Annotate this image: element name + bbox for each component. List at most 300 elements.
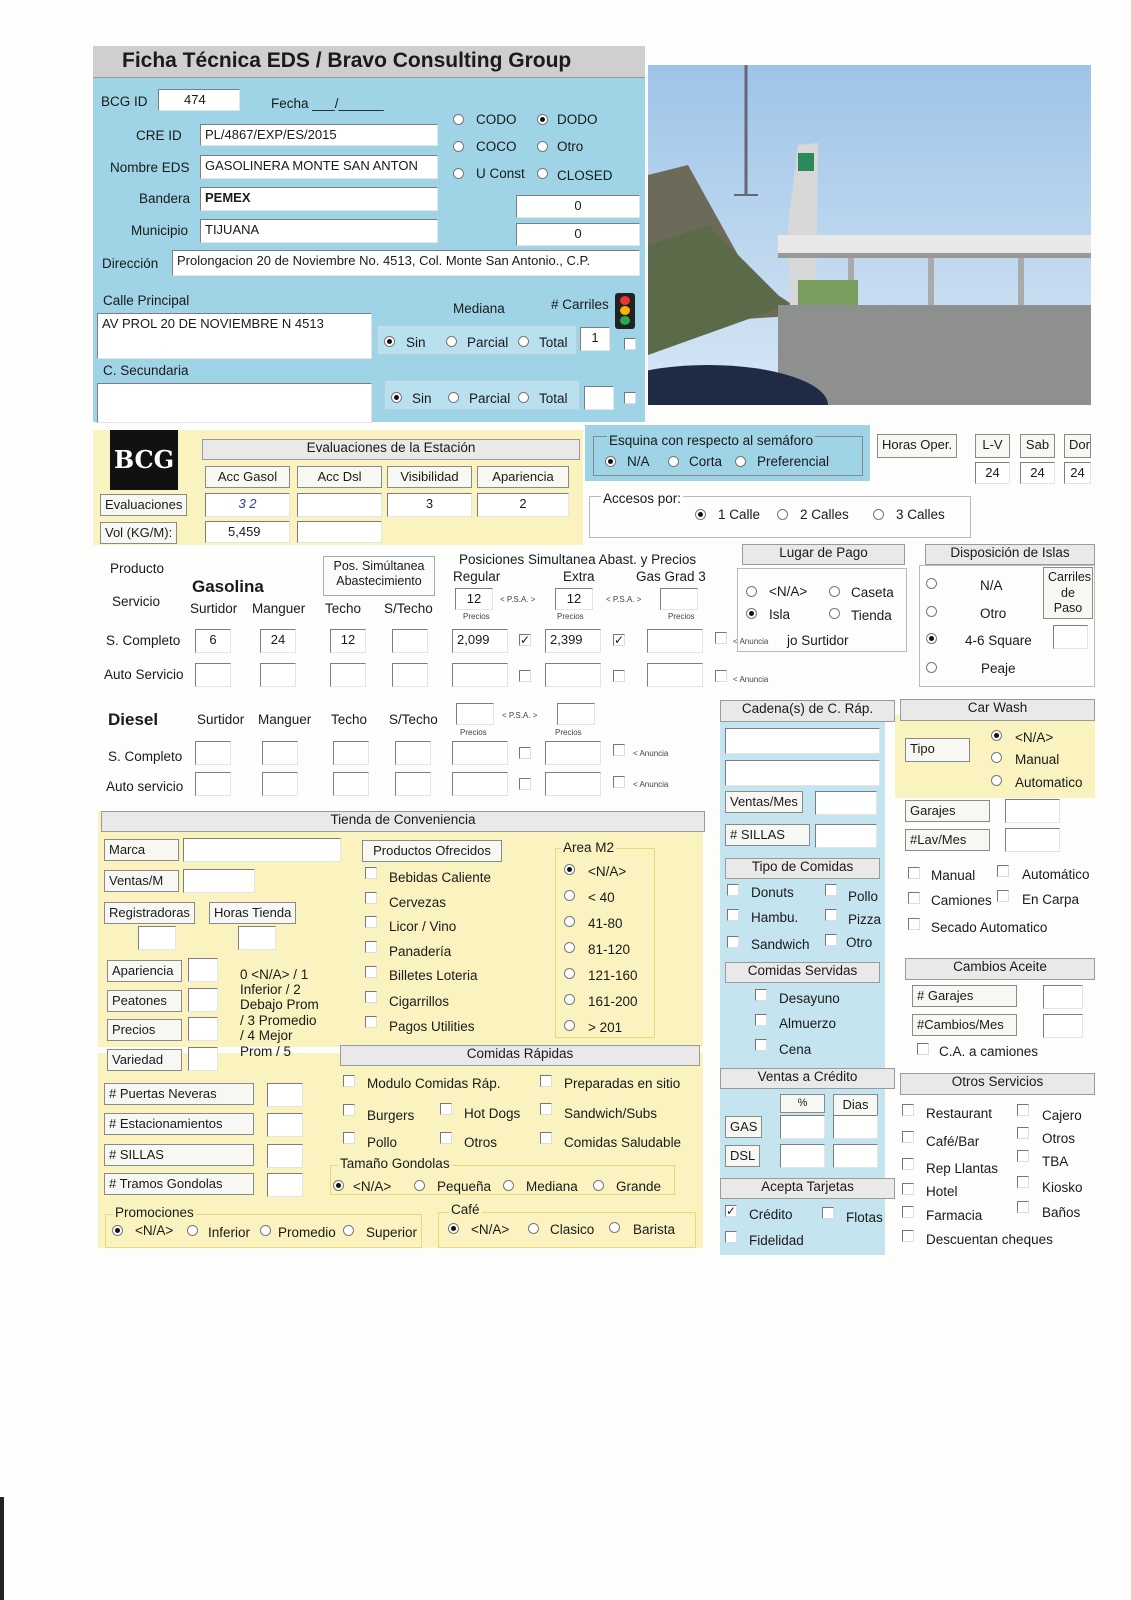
eval-apariencia-field[interactable]: 2 bbox=[477, 493, 569, 517]
cre-id-field[interactable]: PL/4867/EXP/ES/2015 bbox=[200, 124, 438, 146]
prod-bebidas-label: Bebidas Caliente bbox=[389, 870, 492, 885]
area-201-radio[interactable] bbox=[564, 1020, 575, 1031]
horas-sab-field[interactable]: 24 bbox=[1020, 462, 1055, 484]
gas-as-regular-price[interactable] bbox=[452, 663, 508, 687]
carriles-secundaria-field[interactable] bbox=[584, 386, 614, 410]
tarjeta-credito-check[interactable]: ✓ bbox=[726, 1204, 737, 1218]
promo-superior-label: Superior bbox=[366, 1225, 418, 1240]
tienda-sillas-label: # SILLAS bbox=[104, 1144, 254, 1166]
otros-tba-label: TBA bbox=[1042, 1154, 1069, 1169]
mediana-sin-label: Sin bbox=[406, 335, 426, 350]
gas-sc-extra-price[interactable]: 2,399 bbox=[545, 629, 601, 653]
disp-square-label: 4-6 Square bbox=[965, 633, 1032, 648]
cafe-clasico-label: Clasico bbox=[550, 1222, 595, 1237]
wash-auto-radio[interactable] bbox=[991, 775, 1002, 786]
tipo-pizza-check[interactable] bbox=[825, 909, 837, 921]
page-title: Ficha Técnica EDS / Bravo Consulting Group bbox=[122, 49, 572, 72]
scale-line-6: Prom / 5 bbox=[240, 1044, 292, 1059]
precios-label-5: Precios bbox=[555, 728, 582, 737]
aceite-camiones-check[interactable] bbox=[917, 1043, 929, 1055]
tienda-marca-field[interactable] bbox=[183, 838, 341, 862]
gas-as-stecho[interactable] bbox=[392, 663, 428, 687]
credito-dsl-dias[interactable] bbox=[833, 1144, 878, 1168]
esquina-na-label: N/A bbox=[627, 454, 650, 469]
cr-hotdogs-label: Hot Dogs bbox=[464, 1106, 521, 1121]
dsl-sc-techo[interactable] bbox=[333, 741, 369, 765]
estacionamientos-field[interactable] bbox=[267, 1113, 303, 1137]
anuncia-label-2: < Anuncia bbox=[733, 675, 769, 684]
gondolas-title: Tamaño Gondolas bbox=[340, 1156, 450, 1171]
promo-inferior-radio[interactable] bbox=[187, 1225, 198, 1236]
promo-promedio-radio[interactable] bbox=[260, 1225, 271, 1236]
uconst-radio[interactable] bbox=[453, 168, 464, 179]
precios-label-2: Precios bbox=[557, 612, 584, 621]
prod-loteria-label: Billetes Loteria bbox=[389, 968, 478, 983]
auto-servicio-label: Auto Servicio bbox=[104, 667, 184, 682]
cadena-field-1[interactable] bbox=[725, 728, 880, 754]
fuel-gas3-label: Gas Grad 3 bbox=[636, 569, 706, 584]
pago-isla-radio[interactable] bbox=[746, 608, 757, 619]
uconst-label: U Const bbox=[476, 166, 525, 181]
gas-sc-techo[interactable]: 12 bbox=[330, 629, 366, 653]
dsl-sc-price-2[interactable] bbox=[545, 741, 601, 765]
wash-na-label: <N/A> bbox=[1015, 730, 1054, 745]
cr-hotdogs-check[interactable] bbox=[440, 1103, 452, 1115]
dsl-col-manguer: Manguer bbox=[258, 712, 312, 727]
mediana-total-radio[interactable] bbox=[518, 336, 529, 347]
prod-loteria-check[interactable] bbox=[365, 966, 377, 978]
calle-secundaria-field[interactable] bbox=[97, 383, 372, 423]
psa-label-2: < P.S.A. > bbox=[606, 595, 642, 604]
gas-as-gas3-anuncia[interactable] bbox=[715, 670, 727, 682]
nombre-field[interactable]: GASOLINERA MONTE SAN ANTON bbox=[200, 155, 438, 179]
area-na-label: <N/A> bbox=[588, 864, 627, 879]
pago-caseta-radio[interactable] bbox=[829, 586, 840, 597]
psa-label-1: < P.S.A. > bbox=[500, 595, 536, 604]
cr-burgers-check[interactable] bbox=[343, 1104, 355, 1116]
prod-panaderia-check[interactable] bbox=[365, 941, 377, 953]
dsl-sc-anuncia-2[interactable] bbox=[613, 744, 625, 756]
accesos-2-radio[interactable] bbox=[777, 509, 788, 520]
pago-tienda-radio[interactable] bbox=[829, 608, 840, 619]
gondola-na-label: <N/A> bbox=[353, 1179, 392, 1194]
gas-as-techo[interactable] bbox=[330, 663, 366, 687]
wash-na-radio[interactable] bbox=[991, 730, 1002, 741]
bandera-label: Bandera bbox=[139, 191, 191, 206]
calle-principal-field[interactable]: AV PROL 20 DE NOVIEMBRE N 4513 bbox=[97, 313, 372, 359]
gas-col-techo: Techo bbox=[325, 601, 362, 616]
cafe-na-label: <N/A> bbox=[471, 1222, 510, 1237]
dsl-as-techo[interactable] bbox=[333, 772, 369, 796]
otros-banos-check[interactable] bbox=[1017, 1201, 1029, 1213]
closed-radio[interactable] bbox=[537, 168, 548, 179]
prod-utilities-label: Pagos Utilities bbox=[389, 1019, 475, 1034]
cr-otros-check[interactable] bbox=[440, 1132, 452, 1144]
prod-licor-check[interactable] bbox=[365, 916, 377, 928]
dsl-as-price-1[interactable] bbox=[452, 772, 508, 796]
wash-secado-check[interactable] bbox=[908, 918, 920, 930]
wash-auto-label: Automatico bbox=[1015, 775, 1083, 790]
secundaria-checkbox[interactable] bbox=[624, 392, 636, 404]
dsl-as-anuncia-1[interactable] bbox=[519, 778, 531, 790]
productos-title: Productos Ofrecidos bbox=[362, 840, 502, 862]
eval-acc-gasol-field[interactable]: 3 2 bbox=[205, 493, 290, 517]
otros-cheques-check[interactable] bbox=[902, 1230, 914, 1242]
area-na-radio[interactable] bbox=[564, 864, 575, 875]
fuel-regular-label: Regular bbox=[453, 569, 501, 584]
accesos-3-radio[interactable] bbox=[873, 509, 884, 520]
dsl-sc-stecho[interactable] bbox=[395, 741, 431, 765]
area-80-label: 41-80 bbox=[588, 916, 623, 931]
otros-tba-check[interactable] bbox=[1017, 1150, 1029, 1162]
accesos-2-label: 2 Calles bbox=[800, 507, 849, 522]
gas-as-regular-anuncia[interactable] bbox=[519, 670, 531, 682]
closed-label: CLOSED bbox=[557, 168, 613, 183]
principal-checkbox[interactable] bbox=[624, 338, 636, 350]
disp-otro-radio[interactable] bbox=[926, 606, 937, 617]
eval-visibilidad-field[interactable]: 3 bbox=[387, 493, 472, 517]
horas-dom-label: Dor bbox=[1064, 434, 1091, 458]
tramos-gondolas-field[interactable] bbox=[267, 1173, 303, 1197]
pos-gas3-field[interactable] bbox=[660, 588, 698, 610]
calle-principal-label: Calle Principal bbox=[103, 293, 190, 308]
gas-as-manguer[interactable] bbox=[260, 663, 296, 687]
area-200-label: 161-200 bbox=[588, 994, 638, 1009]
otros-cajero-check[interactable] bbox=[1017, 1104, 1029, 1116]
area-40-label: < 40 bbox=[588, 890, 615, 905]
gas-col-manguer: Manguer bbox=[252, 601, 306, 616]
wash-automatico-check[interactable] bbox=[997, 865, 1009, 877]
cr-burgers-label: Burgers bbox=[367, 1108, 415, 1123]
scale-line-2: Inferior / 2 bbox=[240, 982, 301, 997]
tienda-ventas-field[interactable] bbox=[183, 869, 255, 893]
tienda-marca-label: Marca bbox=[104, 839, 179, 861]
scale-line-4: / 3 Promedio bbox=[240, 1013, 317, 1028]
tarjeta-flotas-check[interactable] bbox=[822, 1207, 834, 1219]
cafe-barista-label: Barista bbox=[633, 1222, 676, 1237]
otros-farmacia-check[interactable] bbox=[902, 1206, 914, 1218]
otros-kiosko-check[interactable] bbox=[1017, 1176, 1029, 1188]
credito-gas-pct[interactable] bbox=[780, 1115, 825, 1139]
wash-carpa-check[interactable] bbox=[997, 890, 1009, 902]
eval-col-acc-dsl: Acc Dsl bbox=[297, 466, 382, 488]
dsl-pos-1[interactable] bbox=[456, 703, 494, 725]
esquina-preferencial-radio[interactable] bbox=[735, 456, 746, 467]
dsl-as-stecho[interactable] bbox=[395, 772, 431, 796]
otros-otros-check[interactable] bbox=[1017, 1127, 1029, 1139]
gas-sc-regular-price[interactable]: 2,099 bbox=[452, 629, 508, 653]
dsl-sc-anuncia-1[interactable] bbox=[519, 747, 531, 759]
cr-pollo-check[interactable] bbox=[343, 1132, 355, 1144]
fuel-extra-label: Extra bbox=[563, 569, 595, 584]
dsl-sc-price-1[interactable] bbox=[452, 741, 508, 765]
area-120-radio[interactable] bbox=[564, 942, 575, 953]
vol-field[interactable]: 5,459 bbox=[205, 521, 290, 543]
dsl-sc-manguer[interactable] bbox=[262, 741, 298, 765]
prod-cigarrillos-check[interactable] bbox=[365, 991, 377, 1003]
gas-as-surtidor[interactable] bbox=[195, 663, 231, 687]
tienda-sillas-field[interactable] bbox=[267, 1144, 303, 1168]
tienda-ventas-label: Ventas/M bbox=[104, 870, 179, 892]
dsl-as-surtidor[interactable] bbox=[195, 772, 231, 796]
pos-extra-field[interactable]: 12 bbox=[555, 588, 593, 610]
aceite-garajes-field[interactable] bbox=[1043, 985, 1083, 1009]
area-40-radio[interactable] bbox=[564, 890, 575, 901]
otros-hotel-check[interactable] bbox=[902, 1183, 914, 1195]
prod-cervezas-label: Cervezas bbox=[389, 895, 447, 910]
cr-otros-label: Otros bbox=[464, 1135, 498, 1150]
vol-label: Vol (KG/M): bbox=[100, 522, 177, 544]
tipo-sandwich-label: Sandwich bbox=[751, 937, 810, 952]
tienda-variedad-label: Variedad bbox=[107, 1049, 182, 1071]
esquina-preferencial-label: Preferencial bbox=[757, 454, 830, 469]
bandera-field[interactable]: PEMEX bbox=[200, 187, 438, 211]
pago-tienda-label: Tienda bbox=[851, 608, 892, 623]
cafe-clasico-radio[interactable] bbox=[528, 1223, 539, 1234]
cr-modulo-check[interactable] bbox=[343, 1075, 355, 1087]
tarjeta-fidelidad-check[interactable] bbox=[725, 1231, 737, 1243]
cr-modulo-label: Modulo Comidas Ráp. bbox=[367, 1076, 501, 1091]
prod-utilities-check[interactable] bbox=[365, 1016, 377, 1028]
disp-na-radio[interactable] bbox=[926, 578, 937, 589]
cre-id-label: CRE ID bbox=[136, 128, 182, 143]
mediana-parcial-radio[interactable] bbox=[446, 336, 457, 347]
otro-radio[interactable] bbox=[537, 141, 548, 152]
gondola-na-radio[interactable] bbox=[333, 1180, 344, 1191]
horas-lv-field[interactable]: 24 bbox=[975, 462, 1010, 484]
carriles-paso-field[interactable] bbox=[1053, 625, 1088, 649]
coco-radio[interactable] bbox=[453, 141, 464, 152]
area-200-radio[interactable] bbox=[564, 994, 575, 1005]
dsl-as-label: Auto servicio bbox=[106, 779, 184, 794]
tienda-registradoras-field[interactable] bbox=[138, 926, 176, 950]
tienda-apariencia-field[interactable] bbox=[188, 958, 218, 982]
tipo-pollo-check[interactable] bbox=[825, 884, 837, 896]
otros-cafe-check[interactable] bbox=[902, 1131, 914, 1143]
aceite-cambios-label: #Cambios/Mes bbox=[912, 1014, 1017, 1036]
lugar-pago-title: Lugar de Pago bbox=[742, 544, 905, 565]
surtidor-trailing-label: jo Surtidor bbox=[787, 633, 849, 648]
tienda-peatones-field[interactable] bbox=[188, 988, 218, 1012]
mediana-parcial-label: Parcial bbox=[467, 335, 509, 350]
bcg-id-field[interactable]: 474 bbox=[158, 89, 240, 111]
tipo-donuts-check[interactable] bbox=[727, 884, 739, 896]
cr-preparadas-check[interactable] bbox=[540, 1075, 552, 1087]
otros-cafe-label: Café/Bar bbox=[926, 1134, 980, 1149]
counter-field-1[interactable]: 0 bbox=[516, 195, 640, 218]
cadenas-sillas-field[interactable] bbox=[815, 824, 877, 848]
disp-peaje-radio[interactable] bbox=[926, 662, 937, 673]
wash-manual-radio[interactable] bbox=[991, 752, 1002, 763]
puertas-neveras-label: # Puertas Neveras bbox=[104, 1083, 254, 1105]
counter-field-2[interactable]: 0 bbox=[516, 223, 640, 246]
tipo-pizza-label: Pizza bbox=[848, 912, 882, 927]
prod-bebidas-check[interactable] bbox=[365, 867, 377, 879]
area-80-radio[interactable] bbox=[564, 916, 575, 927]
tramos-gondolas-label: # Tramos Gondolas bbox=[104, 1173, 254, 1195]
cadena-field-2[interactable] bbox=[725, 760, 880, 786]
servida-cena-label: Cena bbox=[779, 1042, 812, 1057]
area-160-label: 121-160 bbox=[588, 968, 638, 983]
wash-garajes-field[interactable] bbox=[1005, 799, 1060, 823]
esquina-corta-radio[interactable] bbox=[668, 456, 679, 467]
gondola-pequena-label: Pequeña bbox=[437, 1179, 492, 1194]
wash-manual-label: Manual bbox=[1015, 752, 1060, 767]
mediana2-sin-radio[interactable] bbox=[391, 392, 402, 403]
puertas-neveras-field[interactable] bbox=[267, 1083, 303, 1107]
disp-otro-label: Otro bbox=[980, 606, 1007, 621]
tarjeta-fidelidad-label: Fidelidad bbox=[749, 1233, 804, 1248]
cadenas-title: Cadena(s) de C. Ráp. bbox=[720, 700, 895, 722]
otros-llantas-label: Rep Llantas bbox=[926, 1161, 999, 1176]
aceite-garajes-label: # Garajes bbox=[912, 985, 1017, 1007]
pago-na-radio[interactable] bbox=[746, 586, 757, 597]
dsl-pos-2[interactable] bbox=[557, 703, 595, 725]
tarjetas-title: Acepta Tarjetas bbox=[720, 1178, 895, 1199]
station-photo bbox=[648, 65, 1091, 405]
dsl-col-techo: Techo bbox=[331, 712, 368, 727]
servicio-label: Servicio bbox=[112, 594, 161, 609]
pago-na-label: <N/A> bbox=[769, 584, 808, 599]
bcg-id-label: BCG ID bbox=[101, 94, 148, 109]
credito-gas-dias[interactable] bbox=[833, 1115, 878, 1139]
gas-sc-gas3-anuncia[interactable] bbox=[715, 632, 727, 644]
tarjeta-credito-label: Crédito bbox=[749, 1207, 793, 1222]
wash-lav-label: #Lav/Mes bbox=[905, 829, 990, 851]
otros-cajero-label: Cajero bbox=[1042, 1108, 1082, 1123]
prod-licor-label: Licor / Vino bbox=[389, 919, 457, 934]
pago-isla-label: Isla bbox=[769, 607, 791, 622]
gas-sc-surtidor[interactable]: 6 bbox=[195, 629, 231, 653]
servida-desayuno-check[interactable] bbox=[755, 989, 767, 1001]
anuncia-label-4: < Anuncia bbox=[633, 780, 669, 789]
tipo-sandwich-check[interactable] bbox=[727, 936, 739, 948]
servida-cena-check[interactable] bbox=[755, 1039, 767, 1051]
anuncia-label-3: < Anuncia bbox=[633, 749, 669, 758]
dodo-radio[interactable] bbox=[537, 114, 548, 125]
cadenas-ventas-field[interactable] bbox=[815, 791, 877, 815]
gondola-grande-radio[interactable] bbox=[593, 1180, 604, 1191]
promo-na-radio[interactable] bbox=[112, 1225, 123, 1236]
gas-as-gas3-price[interactable] bbox=[647, 663, 703, 687]
bcg-logo: BCG bbox=[110, 430, 178, 490]
gondola-pequena-radio[interactable] bbox=[414, 1180, 425, 1191]
dodo-label: DODO bbox=[557, 112, 598, 127]
gas-sc-gas3-price[interactable] bbox=[647, 629, 703, 653]
carriles-paso-label: Carriles de Paso bbox=[1043, 567, 1093, 619]
tienda-variedad-field[interactable] bbox=[188, 1047, 218, 1071]
pos-simultanea-label: Pos. Simúltanea Abastecimiento bbox=[323, 556, 435, 596]
tipo-hambu-check[interactable] bbox=[727, 909, 739, 921]
municipio-label: Municipio bbox=[131, 223, 189, 238]
otros-banos-label: Baños bbox=[1042, 1205, 1081, 1220]
otros-restaurant-check[interactable] bbox=[902, 1104, 914, 1116]
promo-superior-radio[interactable] bbox=[343, 1225, 354, 1236]
gas-sc-stecho[interactable] bbox=[392, 629, 428, 653]
horas-label: Horas Oper. bbox=[877, 434, 957, 458]
disp-square-radio[interactable] bbox=[926, 633, 937, 644]
tienda-horas-field[interactable] bbox=[238, 926, 276, 950]
dsl-as-anuncia-2[interactable] bbox=[613, 776, 625, 788]
eval-acc-dsl-field[interactable] bbox=[297, 493, 382, 517]
cr-saludable-check[interactable] bbox=[540, 1132, 552, 1144]
prod-cervezas-check[interactable] bbox=[365, 892, 377, 904]
mediana2-parcial-radio[interactable] bbox=[448, 392, 459, 403]
municipio-field[interactable]: TIJUANA bbox=[200, 219, 438, 243]
tipo-otro-check[interactable] bbox=[825, 934, 837, 946]
precios-label-3: Precios bbox=[668, 612, 695, 621]
gas-sc-extra-anuncia[interactable]: ✓ bbox=[614, 633, 625, 647]
wash-lav-field[interactable] bbox=[1005, 828, 1060, 852]
tipo-pollo-label: Pollo bbox=[848, 889, 879, 904]
eval-col-apariencia: Apariencia bbox=[477, 466, 569, 488]
wash-manual-check[interactable] bbox=[908, 867, 920, 879]
dsl-as-price-2[interactable] bbox=[545, 772, 601, 796]
direccion-label: Dirección bbox=[102, 256, 159, 271]
gas-sc-manguer[interactable]: 24 bbox=[260, 629, 296, 653]
dsl-as-manguer[interactable] bbox=[262, 772, 298, 796]
esquina-title: Esquina con respecto al semáforo bbox=[609, 433, 814, 448]
cafe-na-radio[interactable] bbox=[448, 1223, 459, 1234]
direccion-field[interactable]: Prolongacion 20 de Noviembre No. 4513, Col. Monte San Antonio., C.P. bbox=[172, 250, 640, 276]
mediana-sin-radio[interactable] bbox=[384, 336, 395, 347]
mediana2-total-radio[interactable] bbox=[518, 392, 529, 403]
mediana2-total-label: Total bbox=[539, 391, 568, 406]
area-160-radio[interactable] bbox=[564, 968, 575, 979]
pos-regular-field[interactable]: 12 bbox=[455, 588, 493, 610]
esquina-na-radio[interactable] bbox=[605, 456, 616, 467]
eval-col-acc-gasol: Acc Gasol bbox=[205, 466, 290, 488]
promo-promedio-label: Promedio bbox=[278, 1225, 336, 1240]
dsl-sc-surtidor[interactable] bbox=[195, 741, 231, 765]
gondola-grande-label: Grande bbox=[616, 1179, 662, 1194]
aceite-cambios-field[interactable] bbox=[1043, 1014, 1083, 1038]
horas-dom-field[interactable]: 24 bbox=[1064, 462, 1091, 484]
tienda-registradoras-label: Registradoras bbox=[104, 902, 195, 924]
tienda-precios-field[interactable] bbox=[188, 1017, 218, 1041]
carriles-principal-field[interactable]: 1 bbox=[580, 327, 610, 351]
tienda-precios-label: Precios bbox=[107, 1019, 182, 1041]
wash-camiones-check[interactable] bbox=[908, 892, 920, 904]
s-completo-label: S. Completo bbox=[106, 633, 181, 648]
wash-carpa-label: En Carpa bbox=[1022, 892, 1080, 907]
otros-cheques-label: Descuentan cheques bbox=[926, 1232, 1053, 1247]
gondola-mediana-radio[interactable] bbox=[503, 1180, 514, 1191]
gas-as-extra-anuncia[interactable] bbox=[613, 670, 625, 682]
cr-sandwich-check[interactable] bbox=[540, 1103, 552, 1115]
disposicion-title: Disposición de Islas bbox=[925, 544, 1095, 565]
gasolina-title: Gasolina bbox=[192, 577, 264, 596]
otros-llantas-check[interactable] bbox=[902, 1158, 914, 1170]
scale-line-5: / 4 Mejor bbox=[240, 1028, 293, 1043]
servida-almuerzo-check[interactable] bbox=[755, 1014, 767, 1026]
scale-line-3: Debajo Prom bbox=[240, 997, 319, 1012]
credito-dsl-pct[interactable] bbox=[780, 1144, 825, 1168]
cafe-barista-radio[interactable] bbox=[609, 1222, 620, 1233]
area-120-label: 81-120 bbox=[588, 942, 631, 957]
servida-desayuno-label: Desayuno bbox=[779, 991, 840, 1006]
cadenas-sillas-label: # SILLAS bbox=[725, 824, 810, 846]
prod-panaderia-label: Panadería bbox=[389, 944, 452, 959]
codo-radio[interactable] bbox=[453, 114, 464, 125]
gas-as-extra-price[interactable] bbox=[545, 663, 601, 687]
vol-field-2[interactable] bbox=[297, 521, 382, 543]
tipo-otro-label: Otro bbox=[846, 935, 873, 950]
accesos-1-radio[interactable] bbox=[695, 509, 706, 520]
wash-garajes-label: Garajes bbox=[905, 800, 990, 822]
gas-sc-regular-anuncia[interactable]: ✓ bbox=[520, 633, 531, 647]
tienda-peatones-label: Peatones bbox=[107, 990, 182, 1012]
